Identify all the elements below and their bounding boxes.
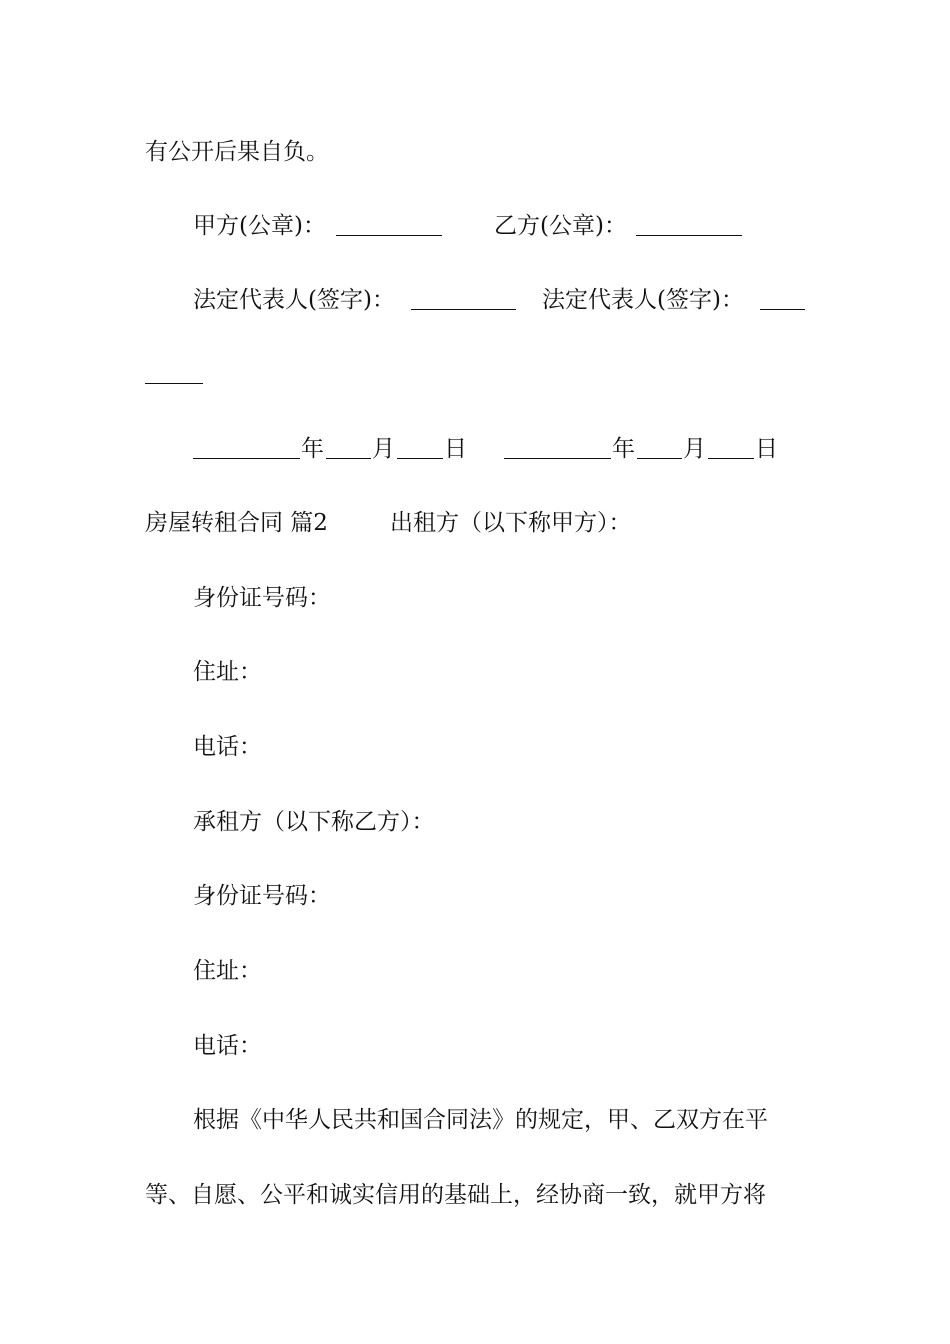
date-row	[0, 431, 950, 467]
party-a-rep-blank[interactable]	[411, 309, 516, 310]
text-line	[0, 729, 950, 765]
closing-clause: 有公开后果自负。	[145, 139, 329, 165]
body-paragraph-line	[0, 1102, 950, 1138]
signature-row-party	[0, 208, 950, 244]
lessee-heading: 承租方（以下称乙方）：	[193, 809, 435, 835]
party-b-rep-blank[interactable]	[760, 309, 805, 310]
party-b-month-blank[interactable]	[637, 458, 682, 459]
party-b-seal-label: 乙方(公章)：	[494, 213, 627, 239]
party-b-seal-blank[interactable]	[636, 235, 742, 236]
body-text: 等、自愿、公平和诚实信用的基础上，经协商一致，就甲方将	[145, 1182, 766, 1208]
party-a-year-blank[interactable]	[193, 458, 300, 459]
signature-row-representative	[0, 282, 950, 318]
lessor-address-label: 住址：	[193, 659, 262, 685]
section-title: 房屋转租合同 篇2	[145, 510, 328, 536]
party-a-day-label: 日	[444, 436, 467, 462]
party-a-month-label: 月	[372, 436, 395, 462]
party-b-day-label: 日	[755, 436, 778, 462]
party-b-year-blank[interactable]	[504, 458, 611, 459]
lessee-phone-label: 电话：	[193, 1033, 262, 1059]
party-a-seal-blank[interactable]	[336, 235, 442, 236]
party-b-year-label: 年	[612, 436, 635, 462]
party-b-rep-blank-continued[interactable]	[145, 383, 203, 384]
party-b-day-blank[interactable]	[708, 458, 754, 459]
body-text: 根据《中华人民共和国合同法》的规定，甲、乙双方在平	[193, 1107, 768, 1133]
lessee-id-label: 身份证号码：	[193, 883, 331, 909]
text-line	[0, 1028, 950, 1064]
lessor-phone-label: 电话：	[193, 734, 262, 760]
party-a-rep-label: 法定代表人(签字)：	[193, 287, 395, 313]
text-line	[0, 804, 950, 840]
party-a-year-label: 年	[301, 436, 324, 462]
party-b-rep-label: 法定代表人(签字)：	[542, 287, 744, 313]
lessor-id-label: 身份证号码：	[193, 585, 331, 611]
party-a-day-blank[interactable]	[397, 458, 443, 459]
body-paragraph-line	[0, 1177, 950, 1213]
party-a-seal-label: 甲方(公章)：	[193, 213, 326, 239]
text-line	[0, 580, 950, 616]
party-a-month-blank[interactable]	[326, 458, 371, 459]
lessor-heading: 出租方（以下称甲方）：	[390, 510, 632, 536]
signature-row-continuation	[0, 356, 950, 392]
text-line	[0, 134, 950, 170]
section-heading-row	[0, 505, 950, 541]
party-b-month-label: 月	[683, 436, 706, 462]
lessee-address-label: 住址：	[193, 958, 262, 984]
text-line	[0, 654, 950, 690]
text-line	[0, 878, 950, 914]
text-line	[0, 953, 950, 989]
